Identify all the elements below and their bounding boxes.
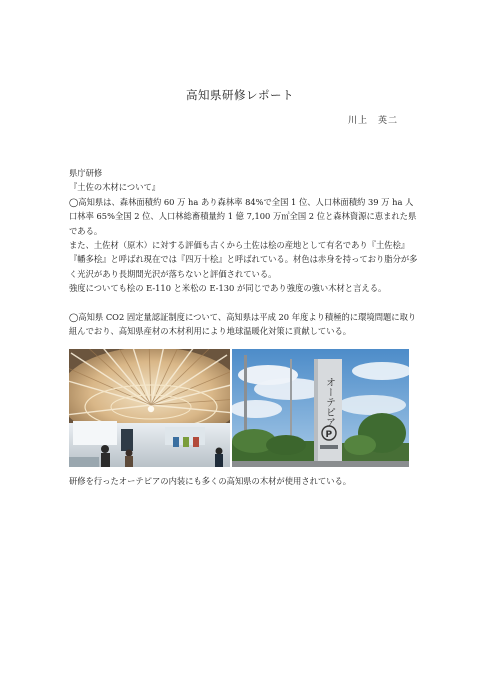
parking-sign-icon: P bbox=[325, 430, 333, 440]
paragraph-forest-stats: ◯高知県は、森林面積約 60 万 ha あり森林率 84%で全国 1 位、人口林面積約 39 万 ha 人口林率 65%全国 2 位、人口林総畜積量約 1 億 7,100 万㎥全国 2 位と森林資源に恵まれた県である。 bbox=[69, 196, 417, 236]
paragraph-strength: 強度についても桧の E-110 と米松の E-130 が同じであり強度の強い木材と言える。 bbox=[69, 283, 387, 294]
paragraph-co2: ◯高知県 CO2 固定量認証制度について、高知県は平成 20 年度より積極的に環境問題に取り組んでおり、高知県産材の木材利用により地球温暖化対策に貢献している。 bbox=[69, 311, 417, 337]
interior-ceiling-photo bbox=[69, 349, 230, 467]
paragraph-tosa-timber: また、土佐材（原木）に対する評価も古くから土佐は桧の産地として有名であり『土佐桧』『幡多桧』と呼ばれ現在では『四万十桧』と呼ばれている。材色は赤身を持っており脂分が多く光沢があり長期間光沢が落ちないと評価されている。 bbox=[69, 240, 418, 279]
photo-caption: 研修を行ったオーテピアの内装にも多くの高知県の木材が使用されている。 bbox=[69, 476, 352, 486]
otepia-sign-photo bbox=[232, 349, 409, 467]
otepia-sign-text: オーテピア bbox=[323, 377, 335, 427]
section-subtitle: 『土佐の木材について』 bbox=[69, 182, 161, 193]
section-heading: 県庁研修 bbox=[69, 168, 103, 178]
author-name: 川上 英二 bbox=[347, 116, 398, 126]
photo-row bbox=[69, 349, 409, 467]
page-title: 高知県研修レポート bbox=[186, 88, 294, 102]
paragraph-gap bbox=[69, 296, 419, 310]
report-body bbox=[69, 166, 419, 338]
